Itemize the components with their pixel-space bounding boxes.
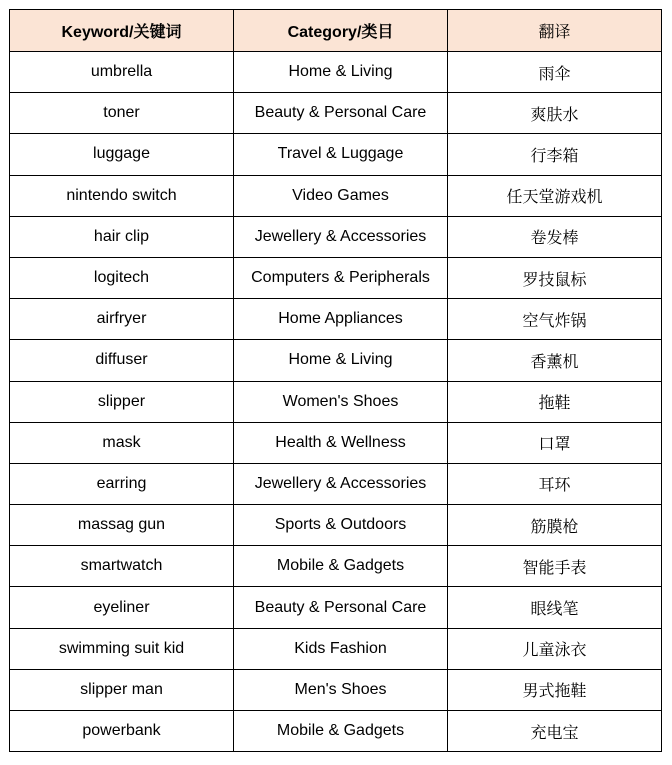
- category-cell: Video Games: [234, 175, 448, 216]
- table-row: [10, 711, 662, 752]
- translation-cell: 充电宝: [448, 711, 662, 752]
- keyword-cell: umbrella: [10, 52, 234, 93]
- keyword-cell: hair clip: [10, 216, 234, 257]
- keyword-cell: slipper man: [10, 669, 234, 710]
- table-row: [10, 216, 662, 257]
- keyword-cell: toner: [10, 93, 234, 134]
- translation-cell: 男式拖鞋: [448, 669, 662, 710]
- translation-cell: 口罩: [448, 422, 662, 463]
- table-row: [10, 175, 662, 216]
- category-cell: Computers & Peripherals: [234, 257, 448, 298]
- header-category: Category/类目: [234, 10, 448, 52]
- category-cell: Home & Living: [234, 340, 448, 381]
- table-row: [10, 299, 662, 340]
- keyword-cell: luggage: [10, 134, 234, 175]
- keyword-table-container: [9, 9, 662, 752]
- table-row: [10, 628, 662, 669]
- keyword-table: [9, 9, 662, 752]
- translation-cell: 耳环: [448, 463, 662, 504]
- keyword-cell: mask: [10, 422, 234, 463]
- keyword-cell: airfryer: [10, 299, 234, 340]
- keyword-cell: logitech: [10, 257, 234, 298]
- keyword-cell: swimming suit kid: [10, 628, 234, 669]
- category-cell: Home & Living: [234, 52, 448, 93]
- table-row: [10, 422, 662, 463]
- translation-cell: 行李箱: [448, 134, 662, 175]
- table-row: [10, 587, 662, 628]
- category-cell: Beauty & Personal Care: [234, 93, 448, 134]
- header-keyword: Keyword/关键词: [10, 10, 234, 52]
- translation-cell: 智能手表: [448, 546, 662, 587]
- table-row: [10, 257, 662, 298]
- category-cell: Women's Shoes: [234, 381, 448, 422]
- keyword-cell: earring: [10, 463, 234, 504]
- translation-cell: 眼线笔: [448, 587, 662, 628]
- translation-cell: 雨伞: [448, 52, 662, 93]
- header-translation: 翻译: [448, 10, 662, 52]
- table-row: [10, 52, 662, 93]
- keyword-cell: eyeliner: [10, 587, 234, 628]
- keyword-cell: slipper: [10, 381, 234, 422]
- translation-cell: 香薰机: [448, 340, 662, 381]
- table-row: [10, 669, 662, 710]
- table-row: [10, 93, 662, 134]
- translation-cell: 拖鞋: [448, 381, 662, 422]
- translation-cell: 儿童泳衣: [448, 628, 662, 669]
- category-cell: Sports & Outdoors: [234, 505, 448, 546]
- translation-cell: 卷发棒: [448, 216, 662, 257]
- keyword-cell: nintendo switch: [10, 175, 234, 216]
- table-row: [10, 546, 662, 587]
- table-row: [10, 505, 662, 546]
- table-header-row: [10, 10, 662, 52]
- keyword-cell: smartwatch: [10, 546, 234, 587]
- translation-cell: 罗技鼠标: [448, 257, 662, 298]
- category-cell: Jewellery & Accessories: [234, 463, 448, 504]
- keyword-cell: diffuser: [10, 340, 234, 381]
- category-cell: Home Appliances: [234, 299, 448, 340]
- category-cell: Travel & Luggage: [234, 134, 448, 175]
- keyword-cell: powerbank: [10, 711, 234, 752]
- table-row: [10, 134, 662, 175]
- table-row: [10, 340, 662, 381]
- translation-cell: 空气炸锅: [448, 299, 662, 340]
- category-cell: Kids Fashion: [234, 628, 448, 669]
- category-cell: Mobile & Gadgets: [234, 546, 448, 587]
- translation-cell: 任天堂游戏机: [448, 175, 662, 216]
- table-row: [10, 463, 662, 504]
- category-cell: Beauty & Personal Care: [234, 587, 448, 628]
- table-row: [10, 381, 662, 422]
- category-cell: Jewellery & Accessories: [234, 216, 448, 257]
- table-body: [10, 52, 662, 752]
- category-cell: Health & Wellness: [234, 422, 448, 463]
- category-cell: Mobile & Gadgets: [234, 711, 448, 752]
- translation-cell: 爽肤水: [448, 93, 662, 134]
- category-cell: Men's Shoes: [234, 669, 448, 710]
- keyword-cell: massag gun: [10, 505, 234, 546]
- translation-cell: 筋膜枪: [448, 505, 662, 546]
